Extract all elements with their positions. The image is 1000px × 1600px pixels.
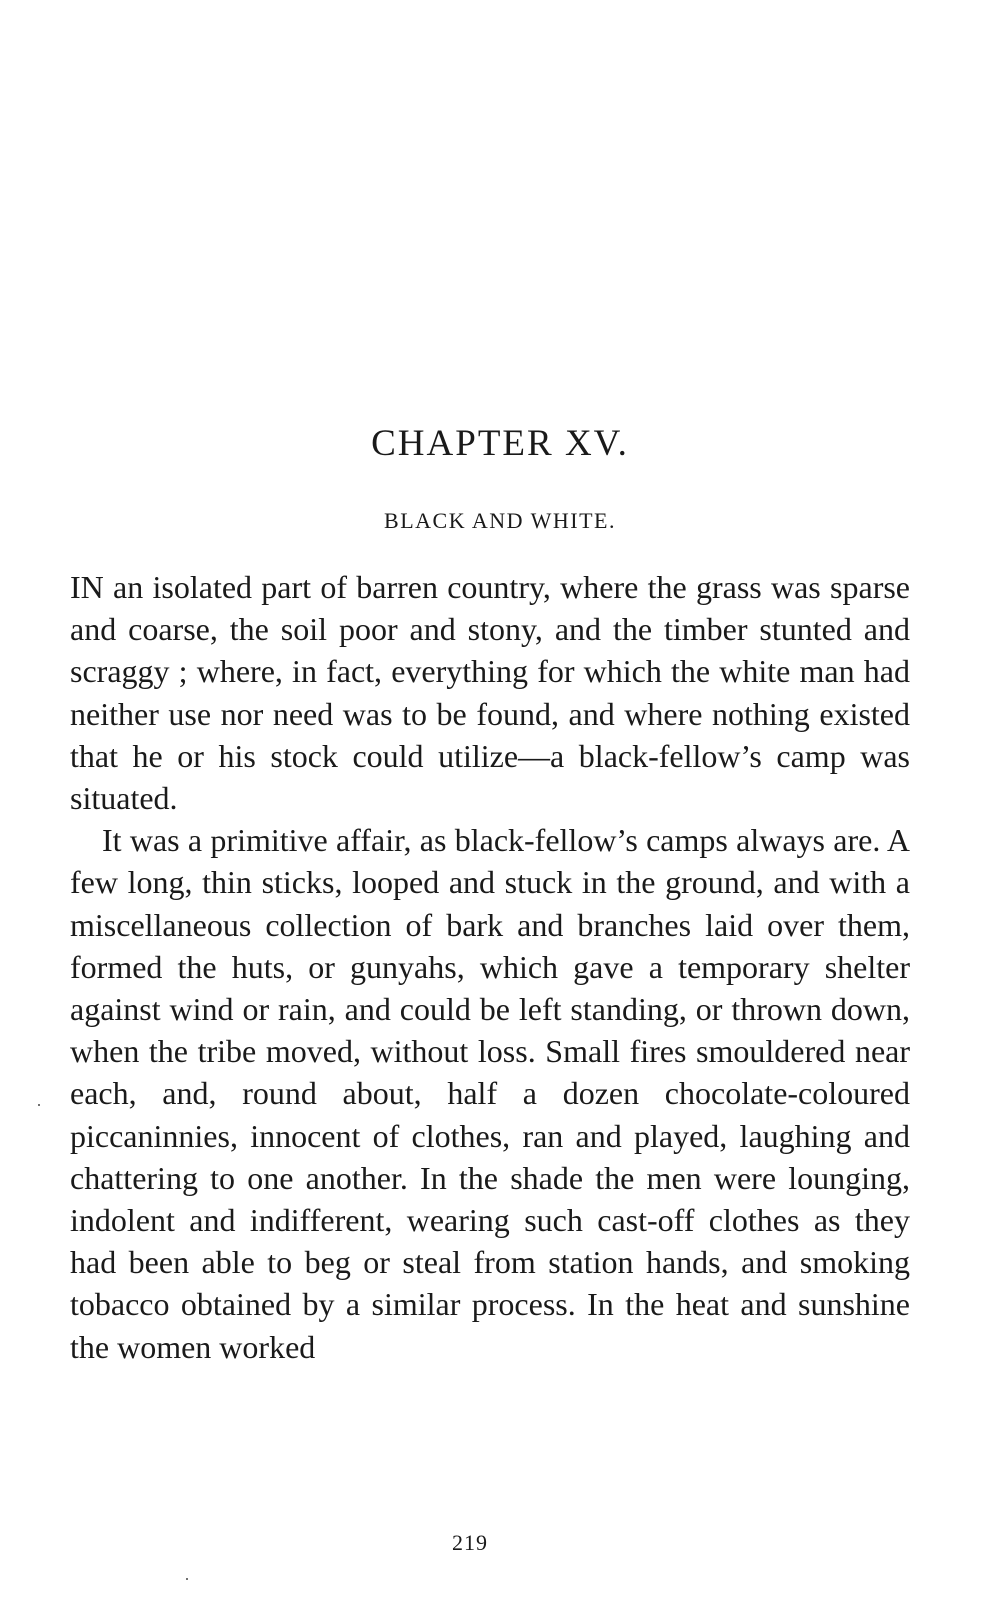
paragraph-1: [70, 566, 910, 819]
chapter-title: CHAPTER XV.: [371, 423, 629, 464]
paragraph-2: It was a primitive affair, as black-fellow’s camps always are. A few long, thin sticks, looped and stuck in the ground, and with a miscellaneous collection of bark and branches laid over them, formed the huts, or gunyahs, which gave a temporary shelter against wind or rain, and could be left standing, or thrown down, when the tribe moved, without loss. Small fires smouldered near each, and, round about, half a dozen chocolate-coloured piccaninnies, innocent of clothes, ran and played, laughing and chattering to one another. In the shade the men were lounging, indolent and indifferent, wearing such cast-off clothes as they had been able to beg or steal from station hands, and smoking tobacco obtained by a similar process. In the heat and sunshine the women worked: [70, 822, 910, 1365]
page-number: 219: [452, 1530, 488, 1555]
print-speck: [38, 1104, 40, 1106]
print-speck: [186, 1578, 188, 1580]
paragraph-lead-word: IN: [70, 569, 104, 605]
chapter-subtitle: BLACK AND WHITE.: [384, 508, 616, 533]
chapter-body: [70, 566, 910, 1368]
paragraph-1-text: an isolated part of barren country, where the grass was sparse and coarse, the soil poor and stony, and the timber stunted and scraggy ; where, in fact, everything for which the white man had neither use nor need was to be found, and where nothing existed that he or his stock could utilize—a black-fellow’s camp was situated.: [70, 569, 910, 817]
